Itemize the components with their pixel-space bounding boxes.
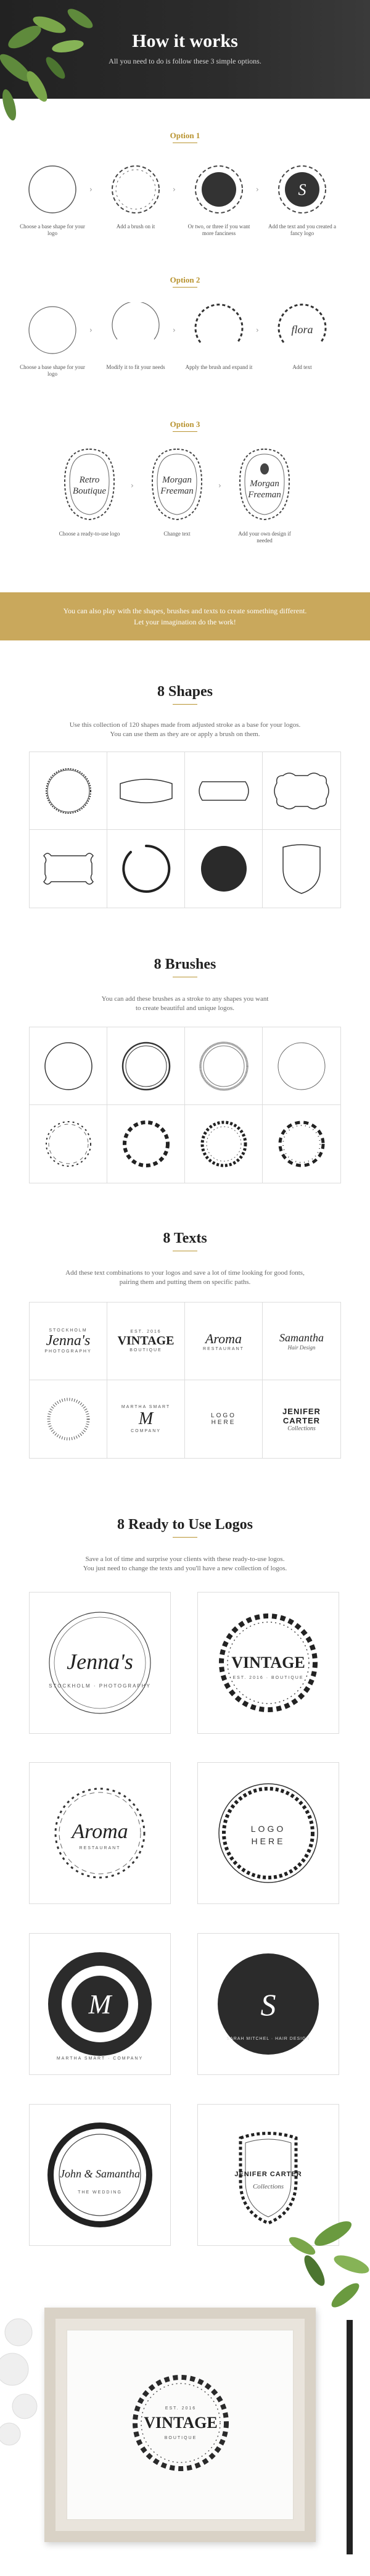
arrow-icon: ›	[256, 326, 259, 334]
step-caption: Or two, or three if you want more fanciness	[187, 223, 250, 236]
photo-frame-mockup	[44, 2308, 316, 2542]
ready-desc-2: You just need to change the texts and you'll have a new collection of logos.	[83, 1565, 287, 1572]
badge-logo-icon	[56, 444, 123, 524]
step-caption: Apply the brush and expand it	[185, 364, 253, 370]
logo-main-text: VINTAGE	[231, 1654, 305, 1671]
brush-double-ring	[107, 1027, 185, 1105]
brush-dense-wreath	[185, 1105, 263, 1183]
text-sample-jennas	[30, 1302, 107, 1380]
texts-grid	[29, 1302, 341, 1459]
shape-scalloped-circle	[30, 752, 107, 830]
logo-main-text: Aroma	[72, 1820, 128, 1843]
step-caption: Add text	[292, 364, 312, 370]
step-caption: Add your own design if needed	[238, 531, 291, 544]
logo-line-2: Freeman	[160, 486, 194, 496]
logo-sub-text: RESTAURANT	[79, 1846, 121, 1850]
frame-paper	[67, 2330, 294, 2520]
text-main: LOGO	[211, 1412, 236, 1419]
text-bottom: BOUTIQUE	[130, 1348, 162, 1352]
shape-ornate-label	[263, 752, 340, 830]
pencil-decoration	[345, 2320, 354, 2554]
text-top: STOCKHOLM	[49, 1328, 88, 1333]
ready-logo-aroma	[29, 1762, 171, 1904]
logo-main-text: LOGO	[250, 1824, 286, 1834]
logo-main-text: M	[88, 1989, 112, 2019]
brush-leaf-wreath	[30, 1105, 107, 1183]
wreath-icon	[102, 162, 170, 217]
cotton-decoration-left	[0, 2308, 56, 2450]
logo-sub-text: SARAH MITCHEL · HAIR DESIGN	[226, 2037, 310, 2041]
text-sample-aroma	[185, 1302, 263, 1380]
shapes-desc-2: You can use them as they are or apply a brush on them.	[110, 731, 260, 738]
text-sample-jenifer	[263, 1380, 340, 1458]
ready-logo-sarah	[197, 1933, 339, 2075]
brush-berry-wreath	[263, 1105, 340, 1183]
logo-line-2: Freeman	[248, 490, 281, 500]
logo-line-1: Morgan	[162, 475, 192, 485]
logo-sub-text: HERE	[251, 1836, 286, 1846]
wreath-filled-icon	[185, 162, 253, 217]
frame-main-text: VINTAGE	[144, 2414, 218, 2432]
logo-sub-text: STOCKHOLM · PHOTOGRAPHY	[49, 1683, 151, 1689]
logo-line-2: Boutique	[72, 486, 107, 496]
brushes-desc-2: to create beautiful and unique logos.	[135, 1004, 235, 1012]
option-2-step-3	[185, 302, 253, 371]
logo-line-1: Retro	[79, 475, 100, 485]
text-bottom: Collections	[287, 1425, 316, 1432]
step-caption: Modify it to fit your needs	[106, 364, 165, 370]
arrow-icon: ›	[256, 185, 259, 194]
banner-line-1: You can also play with the shapes, brushes and texts to create something different.	[63, 607, 307, 615]
shape-shield	[263, 830, 340, 908]
ready-logo-vintage	[197, 1592, 339, 1734]
banner-line-2: Let your imagination do the work!	[134, 618, 236, 626]
text-top: MARTHA SMART	[121, 1405, 171, 1409]
text-main: Jenna's	[46, 1333, 91, 1349]
brushes-desc-1: You can add these brushes as a stroke to any shapes you want	[101, 995, 269, 1003]
text-sample-samantha	[263, 1302, 340, 1380]
frame-est-text: EST. 2016	[165, 2406, 197, 2411]
logo-s-icon	[268, 162, 336, 217]
arrow-icon: ›	[173, 326, 176, 334]
svg-text:S: S	[298, 181, 306, 199]
option-3-step-3	[231, 444, 298, 544]
logo-sub-text: THE WEDDING	[78, 2190, 122, 2195]
shapes-title: 8 Shapes	[0, 684, 370, 705]
option-3-step-1	[56, 444, 123, 537]
option-2-sample-text: flora	[291, 323, 313, 336]
arrow-icon: ›	[89, 326, 92, 334]
ready-logo-martha	[29, 1933, 171, 2075]
ready-desc-1: Save a lot of time and surprise your clients with these ready-to-use logos.	[85, 1555, 285, 1563]
logo-main-text: JENIFER CARTER	[234, 2171, 302, 2178]
shape-fancy-frame	[30, 830, 107, 908]
text-main: M	[138, 1409, 154, 1428]
ready-logo-wedding	[29, 2104, 171, 2246]
shape-pill-label	[185, 752, 263, 830]
logo-sub-text: EST. 2016 · BOUTIQUE	[232, 1676, 304, 1680]
text-main: Aroma	[205, 1331, 242, 1346]
brush-thin-ring	[30, 1027, 107, 1105]
laurel-text-icon	[268, 302, 336, 358]
option-2-step-4	[268, 302, 336, 371]
text-main: JENIFER CARTER	[282, 1406, 321, 1425]
text-sample-vintage	[107, 1302, 185, 1380]
frame-sub-text: BOUTIQUE	[164, 2436, 197, 2440]
step-caption: Add the text and you created a fancy logo	[268, 223, 336, 236]
option-1-step-1	[18, 162, 86, 237]
brush-light-ring	[263, 1027, 340, 1105]
brush-grain-ring	[185, 1027, 263, 1105]
text-bottom: PHOTOGRAPHY	[44, 1349, 92, 1354]
shape-brush-ring	[107, 830, 185, 908]
text-main: Samantha	[279, 1331, 324, 1344]
option-2-step-2	[102, 302, 170, 371]
logo-main-text: John & Samantha	[60, 2168, 140, 2180]
texts-title: 8 Texts	[0, 1230, 370, 1251]
logo-main-text: S	[260, 1987, 276, 2022]
text-bottom: COMPANY	[131, 1429, 161, 1433]
logo-sub-text: MARTHA SMART · COMPANY	[56, 2056, 144, 2061]
gold-banner	[0, 592, 370, 640]
step-caption: Add a brush on it	[116, 223, 155, 230]
arrow-icon: ›	[131, 481, 134, 490]
text-sample-circular	[30, 1380, 107, 1458]
logo-main-text: Jenna's	[67, 1649, 133, 1674]
brushes-grid	[29, 1027, 341, 1183]
ready-logos-title: 8 Ready to Use Logos	[0, 1517, 370, 1538]
texts-desc-1: Add these text combinations to your logos and save a lot of time looking for good fonts,	[65, 1269, 305, 1277]
arrow-icon: ›	[218, 481, 221, 490]
laurel-icon	[185, 302, 253, 358]
option-1-step-2	[102, 162, 170, 230]
option-1-title: Option 1	[0, 131, 370, 143]
shape-curved-banner	[107, 752, 185, 830]
text-sample-martha	[107, 1380, 185, 1458]
shapes-grid	[29, 752, 341, 908]
arrow-icon: ›	[173, 185, 176, 194]
step-caption: Choose a ready-to-use logo	[59, 531, 120, 537]
pineapple-icon	[260, 463, 269, 474]
step-caption: Choose a base shape for your logo	[20, 364, 85, 377]
text-main: VINTAGE	[117, 1334, 175, 1348]
leaves-decoration-right	[265, 2197, 370, 2320]
shapes-desc-1: Use this collection of 120 shapes made from adjusted stroke as a base for your logos.	[69, 721, 301, 729]
step-caption: Choose a base shape for your logo	[20, 223, 85, 236]
logo-line-1: Morgan	[250, 479, 279, 489]
text-sample-logo-here	[185, 1380, 263, 1458]
badge-logo-icon	[231, 444, 298, 524]
option-1-step-4	[268, 162, 336, 237]
step-caption: Change text	[163, 531, 191, 537]
option-3-title: Option 3	[0, 420, 370, 432]
shape-ink-circle	[185, 830, 263, 908]
ready-logo-jennas	[29, 1592, 171, 1734]
text-bottom: HERE	[211, 1419, 236, 1426]
brush-bold-leaf-wreath	[107, 1105, 185, 1183]
page-title: How it works	[132, 31, 238, 51]
leaves-decoration-top-left	[0, 0, 117, 130]
text-bottom: Hair Design	[287, 1344, 316, 1351]
texts-desc-2: pairing them and putting them on specific paths.	[119, 1278, 251, 1286]
option-2-title: Option 2	[0, 275, 370, 288]
arrow-icon: ›	[89, 185, 92, 194]
badge-logo-icon	[143, 444, 211, 524]
logo-sub-text: Collections	[252, 2183, 284, 2190]
ready-logo-logo-here	[197, 1762, 339, 1904]
page-subtitle: All you need to do is follow these 3 simple options.	[109, 57, 261, 65]
text-top: EST. 2016	[130, 1330, 162, 1334]
brushes-title: 8 Brushes	[0, 956, 370, 977]
option-3-step-2	[143, 444, 211, 537]
option-1-step-3	[185, 162, 253, 237]
text-bottom: RESTAURANT	[203, 1347, 244, 1351]
option-2-step-1	[18, 302, 86, 378]
